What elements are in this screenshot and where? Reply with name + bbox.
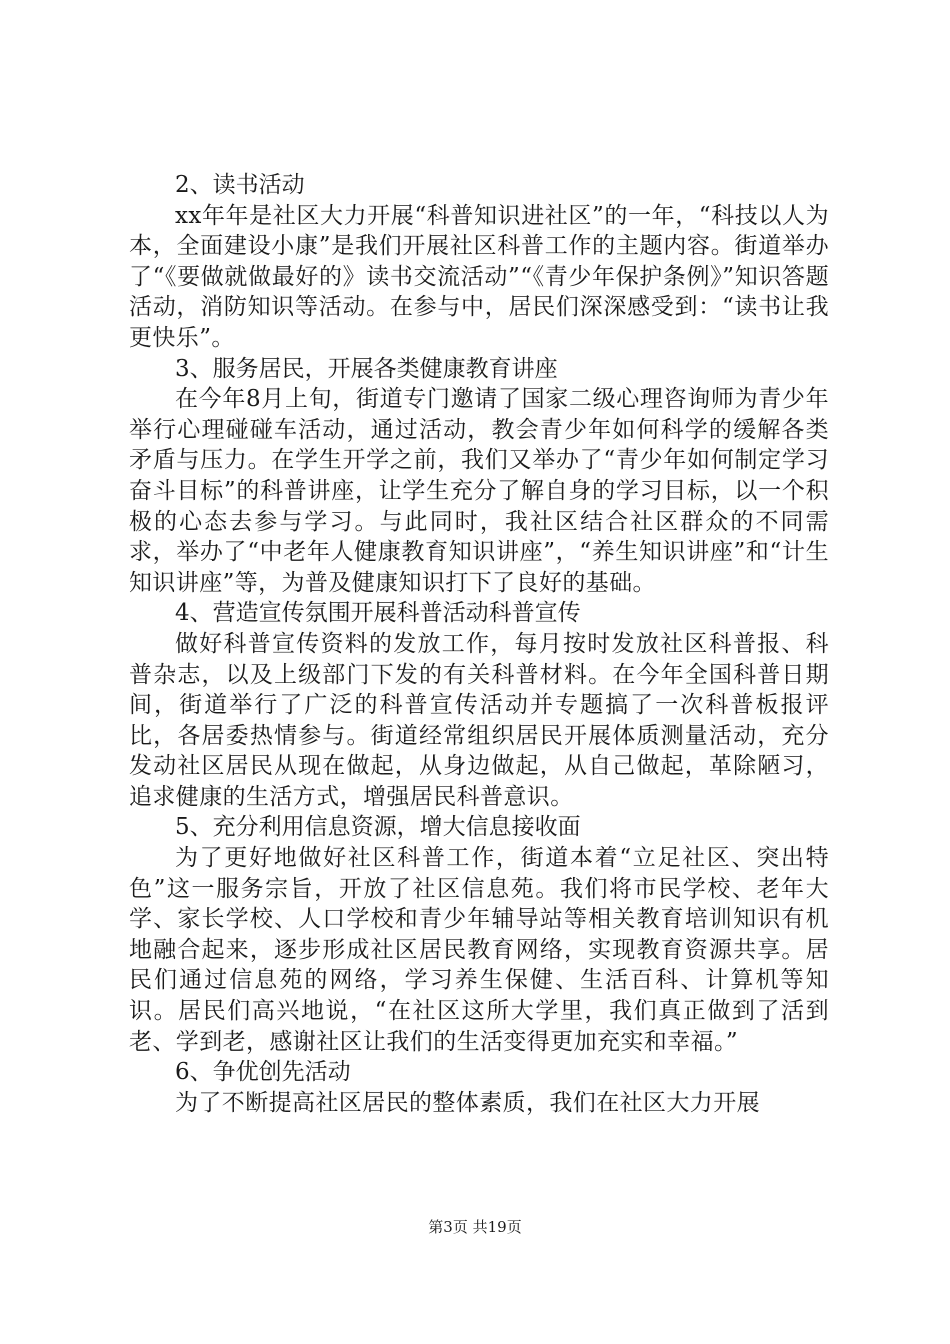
paragraph-excellence: 为了不断提高社区居民的整体素质，我们在社区大力开展: [175, 1089, 760, 1116]
document-body: [129, 170, 829, 1118]
paragraph-information: 为了更好地做好社区科普工作，街道本着“立足社区、突出特色”这一服务宗旨，开放了社区信息苑。我们将市民学校、老年大学、家长学校、人口学校和青少年辅导站等相关教育培训知识有机地融合起来，逐步形成社区居民教育网络，实现教育资源共享。居民们通过信息苑的网络，学习养生保健、生活百科、计算机等知识。居民们高兴地说，“在社区这所大学里，我们真正做到了活到老、学到老，感谢社区让我们的生活变得更加充实和幸福。”: [129, 845, 829, 1055]
section-heading-excellence: 6、争优创先活动: [175, 1059, 351, 1086]
paragraph-health-lectures: 在今年8月上旬，街道专门邀请了国家二级心理咨询师为青少年举行心理碰碰车活动，通过活动，教会青少年如何科学的缓解各类矛盾与压力。在学生开学之前，我们又举办了“青少年如何制定学习奋斗目标”的科普讲座，让学生充分了解自身的学习目标，以一个积极的心态去参与学习。与此同时，我社区结合社区群众的不同需求，举办了“中老年人健康教育知识讲座”，“养生知识讲座”和“计生知识讲座”等，为普及健康知识打下了良好的基础。: [129, 386, 829, 596]
section-heading-information: 5、充分利用信息资源，增大信息接收面: [175, 814, 581, 841]
paragraph-publicity: 做好科普宣传资料的发放工作，每月按时发放社区科普报、科普杂志，以及上级部门下发的有关科普材料。在今年全国科普日期间，街道举行了广泛的科普宣传活动并专题搞了一次科普板报评比，各居委热情参与。街道经常组织居民开展体质测量活动，充分发动社区居民从现在做起，从身边做起，从自己做起，革除陋习，追求健康的生活方式，增强居民科普意识。: [129, 630, 829, 810]
paragraph-reading: xx年年是社区大力开展“科普知识进社区”的一年，“科技以人为本，全面建设小康”是我们开展社区科普工作的主题内容。街道举办了“《要做就做最好的》读书交流活动”“《青少年保护条例》”知识答题活动，消防知识等活动。在参与中，居民们深深感受到：“读书让我更快乐”。: [129, 202, 829, 351]
section-heading-reading: 2、读书活动: [175, 172, 305, 198]
section-heading-health-lectures: 3、服务居民，开展各类健康教育讲座: [175, 355, 558, 382]
section-heading-publicity: 4、营造宣传氛围开展科普活动科普宣传: [175, 600, 581, 627]
page-number-footer: 第3页 共19页: [428, 1218, 522, 1236]
